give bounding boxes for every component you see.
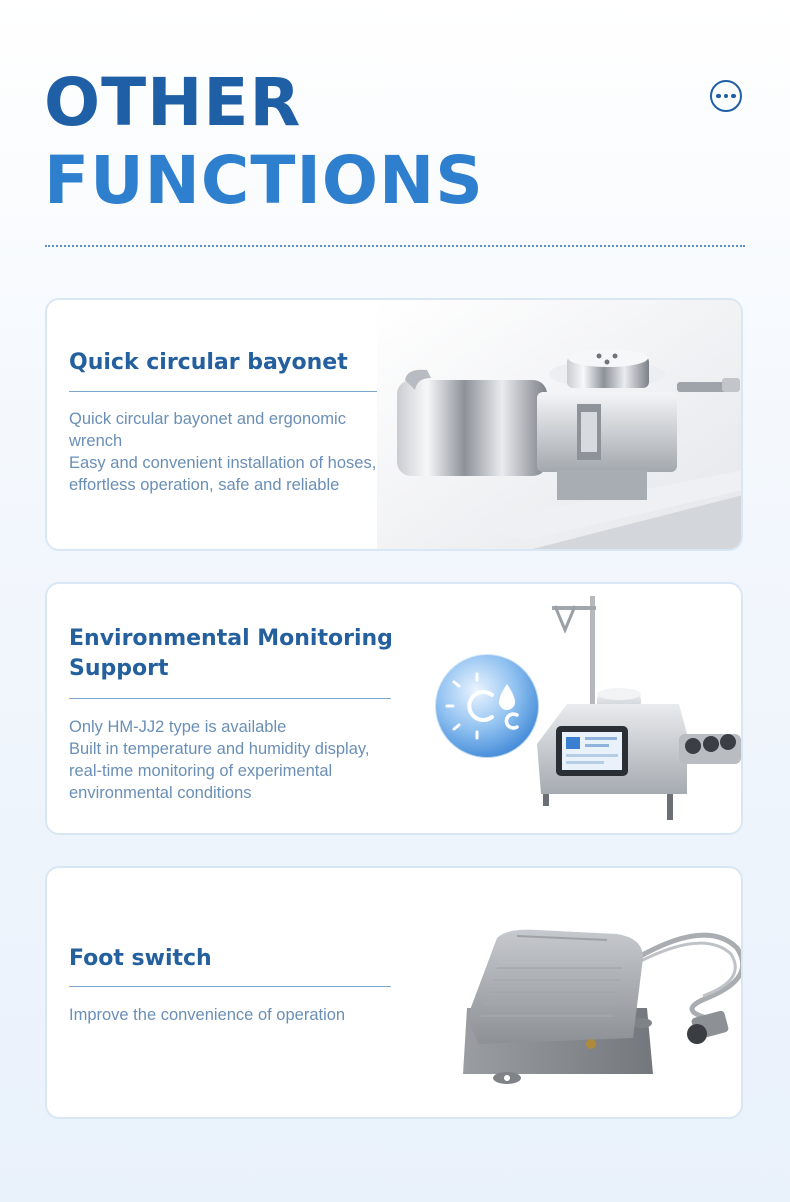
bayonet-clamp-photo (377, 300, 741, 549)
monitoring-device-photo (417, 584, 741, 833)
card-title: Quick circular bayonet (69, 350, 348, 375)
card-description-line: Built in temperature and humidity display, real-time monitoring of experimental environmental conditions (69, 740, 370, 802)
card-title-rule (69, 986, 391, 987)
card-title: Foot switch (69, 946, 212, 971)
more-icon[interactable] (710, 80, 742, 112)
card-description (69, 716, 399, 804)
foot-switch-photo (407, 868, 741, 1117)
feature-card-bayonet (45, 298, 743, 551)
temperature-humidity-icon (435, 654, 539, 758)
card-title: Environmental Monitoring Support (69, 626, 393, 681)
card-description-line: Easy and convenient installation of hoses, effortless operation, safe and reliable (69, 454, 377, 494)
card-description (69, 408, 399, 496)
card-title-rule (69, 391, 391, 392)
page-title-line-2: FUNCTIONS (44, 142, 484, 219)
page-title-line-1: OTHER (44, 64, 302, 141)
card-description-line: Quick circular bayonet and ergonomic wrench (69, 410, 346, 450)
card-title-rule (69, 698, 391, 699)
feature-card-monitoring (45, 582, 743, 835)
card-description-line: Only HM-JJ2 type is available (69, 718, 287, 736)
card-description (69, 1004, 399, 1026)
page-title (44, 64, 484, 220)
dotted-divider (45, 245, 745, 247)
card-description-line: Improve the convenience of operation (69, 1006, 346, 1024)
feature-card-foot-switch (45, 866, 743, 1119)
